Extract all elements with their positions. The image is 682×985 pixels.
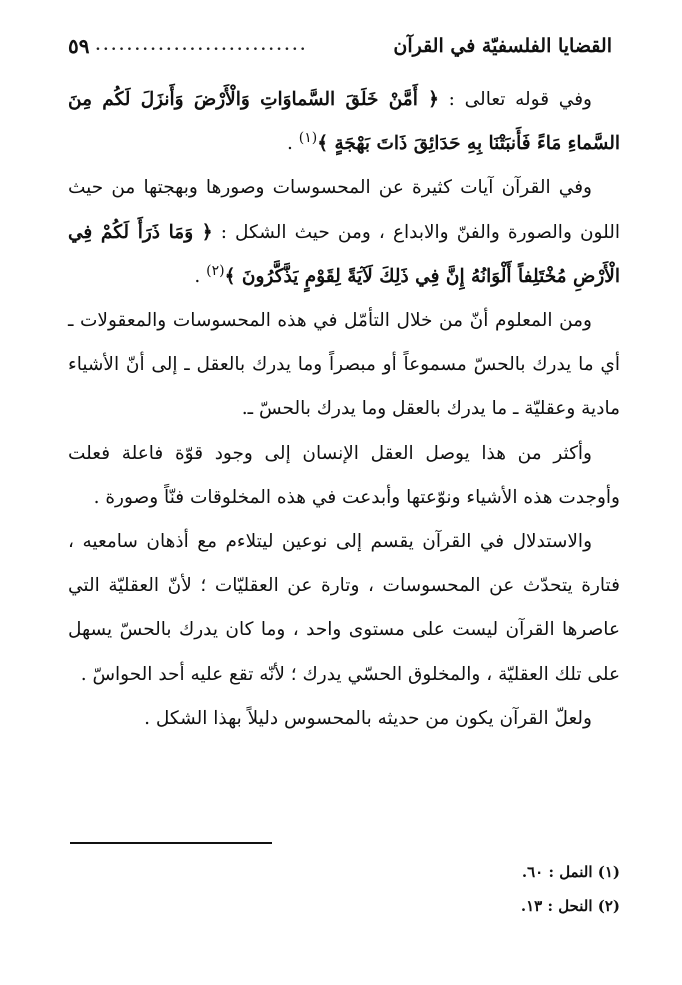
paragraph-text: وفي قوله تعالى : [438, 89, 592, 110]
quran-verse: ﴿ أَمَّنْ خَلَقَ السَّماوَاتِ وَالْأَرْضَ وَأَنزَلَ لَكُم مِنَ السَّماءِ مَاءً فَأَنبَتْنَا بِهِ حَدَائِقَ ذَاتَ بَهْجَةٍ ﴾ [68, 89, 620, 155]
paragraph-3: ومن المعلوم أنّ من خلال التأمّل في هذه المحسوسات والمعقولات ـ أي ما يدرك بالحسّ مسموعاً أو مبصراً وما يدرك بالعقل ـ إلى أنّ الأشياء مادية وعقليّة ـ ما يدرك بالعقل وما يدرك بالحسّ ـ. [68, 310, 620, 420]
footnote-separator [70, 842, 272, 844]
quran-verse: ﴿ وَمَا ذَرَأَ لَكُمْ فِي الْأَرْضِ مُخْتَلِفاً أَلْوَانُهُ إِنَّ فِي ذَلِكَ لَآيَةً لِقَوْمٍ يَذَّكَّرُونَ ﴾ [68, 221, 620, 287]
page-number: ٥٩ [68, 34, 90, 58]
footnotes [68, 855, 620, 923]
page-body [68, 78, 620, 741]
footnote-reference: (١) [298, 130, 318, 147]
paragraph-text: . [194, 265, 207, 287]
footnote-reference: (٢) [206, 262, 225, 279]
page-header [68, 30, 612, 62]
dot-leader: ........................... [95, 38, 309, 54]
running-title: القضايا الفلسفيّة في القرآن [393, 35, 612, 57]
paragraph-6: ولعلّ القرآن يكون من حديثه بالمحسوس دليلاً بهذا الشكل . [144, 707, 592, 729]
footnote-2: (٢) النحل : ١٣. [520, 897, 620, 915]
paragraph-4: وأكثر من هذا يوصل العقل الإنسان إلى وجود قوّة فاعلة فعلت وأوجدت هذه الأشياء ونوّعتها وأبدعت في هذه المخلوقات فنّاً وصورة . [68, 442, 620, 508]
footnote-1: (١) النمل : ٦٠. [521, 863, 620, 881]
paragraph-1 [68, 78, 620, 166]
paragraph-text: وفي القرآن آيات كثيرة عن المحسوسات وصورها وبهجتها من حيث اللون والصورة والفنّ والابداع ، ومن حيث الشكل : [68, 177, 621, 243]
paragraph-text: . [287, 133, 299, 155]
paragraph-2 [68, 166, 620, 299]
paragraph-5: والاستدلال في القرآن يقسم إلى نوعين ليتلاءم مع أذهان سامعيه ، فتارة يتحدّث عن المحسوسات ، وتارة عن العقليّات ؛ لأنّ العقليّة التي عاصرها القرآن ليست على مستوى واحد ، وما كان يدرك بالحسّ يسهل على تلك العقليّة ، والمخلوق الحسّي يدرك ؛ لأنّه تقع عليه أحد الحواسّ . [68, 531, 620, 685]
